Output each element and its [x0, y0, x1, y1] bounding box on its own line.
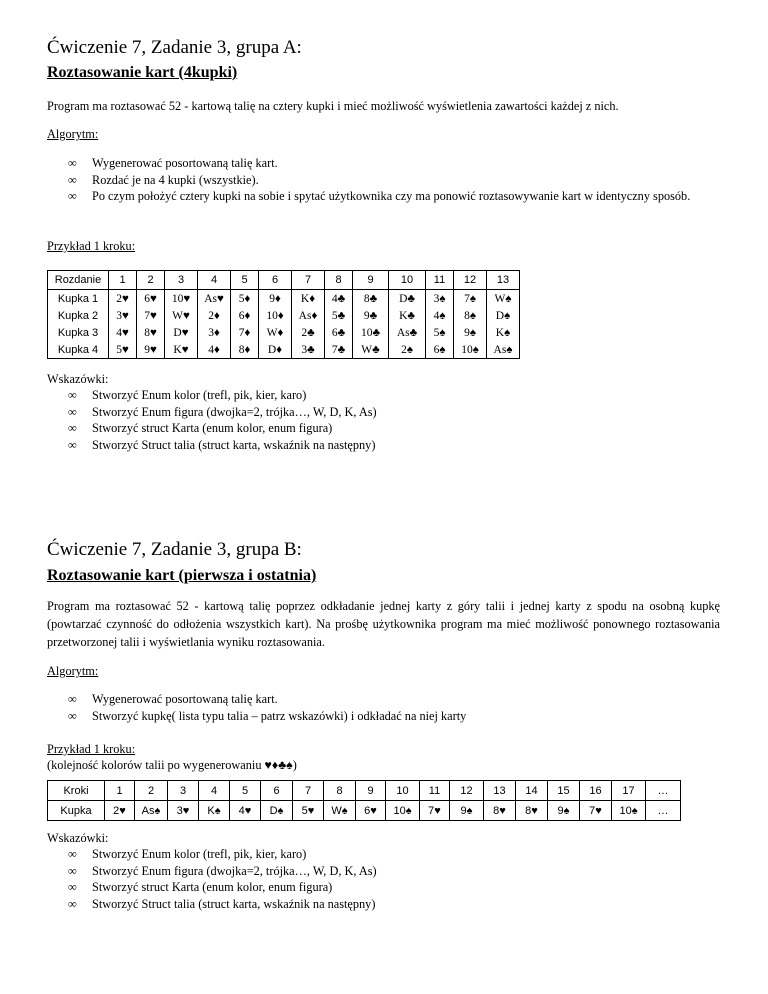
- column-header: 4: [198, 271, 231, 290]
- table-cell: 10♦: [259, 307, 292, 324]
- list-item: ∞ Stworzyć Struct talia (struct karta, wskaźnik na następny): [68, 437, 376, 452]
- list-item: ∞ Wygenerować posortowaną talię kart.: [68, 692, 278, 706]
- column-header: 9: [353, 271, 389, 290]
- row-label: Kupka 4: [48, 341, 109, 359]
- table-cell: 8♦: [231, 341, 259, 359]
- table-cell: 2♦: [198, 307, 231, 324]
- group-a-deal-table: [47, 270, 520, 359]
- column-header: 10: [389, 271, 426, 290]
- table-cell: 13: [484, 781, 516, 801]
- column-header: 8: [325, 271, 353, 290]
- table-cell: 8: [324, 781, 356, 801]
- table-cell: 8♠: [454, 307, 487, 324]
- table-cell: D♠: [487, 307, 520, 324]
- table-cell: W♦: [259, 324, 292, 341]
- table-cell: D♥: [165, 324, 198, 341]
- table-cell: 4♥: [230, 801, 261, 821]
- table-cell: 2♠: [389, 341, 426, 359]
- table-cell: 16: [580, 781, 612, 801]
- table-cell: D♠: [261, 801, 293, 821]
- table-cell: 8♥: [137, 324, 165, 341]
- table-cell: 17: [612, 781, 646, 801]
- table-cell: 10♥: [165, 290, 198, 308]
- table-cell: 3♥: [168, 801, 199, 821]
- table-cell: 9♣: [353, 307, 389, 324]
- table-cell: …: [646, 781, 681, 801]
- table-cell: 2♥: [109, 290, 137, 308]
- group-b-subtitle: Roztasowanie kart (pierwsza i ostatnia): [47, 567, 317, 584]
- table-cell: 5♥: [109, 341, 137, 359]
- table-cell: 7♥: [137, 307, 165, 324]
- table-cell: 5♣: [325, 307, 353, 324]
- list-item: ∞ Stworzyć struct Karta (enum kolor, enum figura): [68, 880, 333, 894]
- column-header: 12: [454, 271, 487, 290]
- table-cell: 5♥: [293, 801, 324, 821]
- table-cell: 2: [135, 781, 168, 801]
- table-cell: 8♣: [353, 290, 389, 308]
- table-cell: 10♠: [386, 801, 420, 821]
- table-row: [48, 307, 520, 324]
- table-cell: W♠: [487, 290, 520, 308]
- table-cell: 4♦: [198, 341, 231, 359]
- table-cell: 3♠: [426, 290, 454, 308]
- table-cell: 7: [293, 781, 324, 801]
- table-cell: 5♠: [426, 324, 454, 341]
- table-cell: 9♥: [137, 341, 165, 359]
- table-cell: D♣: [389, 290, 426, 308]
- table-cell: K♥: [165, 341, 198, 359]
- group-b-hints-list: [68, 846, 720, 912]
- table-cell: 4♣: [325, 290, 353, 308]
- table-cell: 3♥: [109, 307, 137, 324]
- table-cell: 6♦: [231, 307, 259, 324]
- list-item: ∞ Stworzyć Enum figura (dwojka=2, trójka…, W, D, K, As): [68, 404, 377, 419]
- table-cell: 9: [356, 781, 386, 801]
- table-cell: 9♠: [450, 801, 484, 821]
- table-cell: 5♦: [231, 290, 259, 308]
- table-cell: 4♠: [426, 307, 454, 324]
- table-cell: …: [646, 801, 681, 821]
- table-cell: 6♥: [356, 801, 386, 821]
- list-item: ∞ Stworzyć Enum kolor (trefl, pik, kier, karo): [68, 847, 307, 861]
- table-cell: 2♥: [105, 801, 135, 821]
- table-cell: 9♦: [259, 290, 292, 308]
- table-cell: 7♥: [580, 801, 612, 821]
- table-corner: Rozdanie: [48, 271, 109, 290]
- column-header: 1: [109, 271, 137, 290]
- group-a-description: Program ma roztasować 52 - kartową talię na cztery kupki i mieć możliwość wyświetlenia zawartości każdej z nich.: [47, 99, 619, 113]
- column-header: 11: [426, 271, 454, 290]
- table-cell: 15: [548, 781, 580, 801]
- list-item: ∞ Stworzyć Enum kolor (trefl, pik, kier, karo): [68, 388, 307, 402]
- table-cell: 1: [105, 781, 135, 801]
- table-cell: 3: [168, 781, 199, 801]
- table-cell: W♥: [165, 307, 198, 324]
- table-cell: As♠: [135, 801, 168, 821]
- table-cell: 9♠: [548, 801, 580, 821]
- group-a-algorithm-label: Algorytm:: [47, 127, 99, 141]
- table-cell: 2♣: [292, 324, 325, 341]
- list-item: ∞ Stworzyć Struct talia (struct karta, wskaźnik na następny): [68, 896, 376, 911]
- table-row: [48, 801, 681, 821]
- group-a-hints-list: [68, 387, 720, 453]
- group-b-steps-table: [47, 780, 681, 821]
- table-cell: 9♠: [454, 324, 487, 341]
- table-cell: 6♥: [137, 290, 165, 308]
- table-cell: K♣: [389, 307, 426, 324]
- table-cell: 10: [386, 781, 420, 801]
- table-cell: 6♣: [325, 324, 353, 341]
- list-item: ∞ Rozdać je na 4 kupki (wszystkie).: [68, 172, 259, 187]
- table-cell: 7♣: [325, 341, 353, 359]
- table-cell: As♣: [389, 324, 426, 341]
- table-cell: As♥: [198, 290, 231, 308]
- group-a-title: Ćwiczenie 7, Zadanie 3, grupa A:: [47, 37, 302, 58]
- row-label: Kroki: [48, 781, 105, 801]
- list-item: ∞ Stworzyć Enum figura (dwojka=2, trójka…, W, D, K, As): [68, 863, 377, 878]
- table-cell: 11: [420, 781, 450, 801]
- list-item: ∞ Po czym położyć cztery kupki na sobie i spytać użytkownika czy ma ponowić roztasowywanie kart w identyczny sposób.: [68, 189, 691, 203]
- row-label: Kupka 1: [48, 290, 109, 308]
- row-label: Kupka: [48, 801, 105, 821]
- table-cell: As♦: [292, 307, 325, 324]
- table-cell: W♠: [324, 801, 356, 821]
- table-cell: 6♠: [426, 341, 454, 359]
- column-header: 5: [231, 271, 259, 290]
- table-cell: 3♣: [292, 341, 325, 359]
- table-cell: D♦: [259, 341, 292, 359]
- list-item: ∞ Wygenerować posortowaną talię kart.: [68, 156, 278, 170]
- table-cell: 8♥: [516, 801, 548, 821]
- group-a-algorithm-list: [68, 155, 720, 205]
- column-header: 6: [259, 271, 292, 290]
- table-cell: 7♠: [454, 290, 487, 308]
- column-header: 3: [165, 271, 198, 290]
- table-row: [48, 341, 520, 359]
- table-cell: 7♦: [231, 324, 259, 341]
- group-b-title: Ćwiczenie 7, Zadanie 3, grupa B:: [47, 539, 302, 560]
- table-cell: 4: [199, 781, 230, 801]
- table-cell: 12: [450, 781, 484, 801]
- row-label: Kupka 3: [48, 324, 109, 341]
- table-cell: 14: [516, 781, 548, 801]
- table-row: [48, 290, 520, 308]
- group-b-hints-label: Wskazówki:: [47, 831, 109, 845]
- group-a-hints-label: Wskazówki:: [47, 372, 109, 386]
- table-cell: 3♦: [198, 324, 231, 341]
- group-a-example-label: Przykład 1 kroku:: [47, 239, 136, 253]
- table-cell: 10♣: [353, 324, 389, 341]
- group-a-subtitle: Roztasowanie kart (4kupki): [47, 64, 238, 81]
- table-row: [48, 324, 520, 341]
- group-b-example-label: Przykład 1 kroku:: [47, 742, 136, 756]
- group-b-algorithm-label: Algorytm:: [47, 664, 99, 678]
- group-b-description: Program ma roztasować 52 - kartową talię poprzez odkładanie jednej karty z góry talii i jednej karty z spodu na osobną kupkę (powtarzać czynność do odłożenia wszystkich kart). Na prośbę użytkownika program ma mieć możliwość ponownego roztasowania przetworzonej talii i wyświetlania wyniku roztasowania.: [47, 599, 720, 649]
- row-label: Kupka 2: [48, 307, 109, 324]
- column-header: 2: [137, 271, 165, 290]
- table-cell: 10♠: [612, 801, 646, 821]
- table-cell: 4♥: [109, 324, 137, 341]
- group-b-algorithm-list: [68, 691, 720, 724]
- table-cell: 7♥: [420, 801, 450, 821]
- table-cell: K♠: [199, 801, 230, 821]
- group-b-color-order-note: (kolejność kolorów talii po wygenerowaniu ♥♦♣♠): [47, 758, 297, 772]
- table-cell: 5: [230, 781, 261, 801]
- column-header: 7: [292, 271, 325, 290]
- table-cell: K♦: [292, 290, 325, 308]
- table-cell: W♣: [353, 341, 389, 359]
- table-row: [48, 781, 681, 801]
- table-cell: K♠: [487, 324, 520, 341]
- table-cell: As♠: [487, 341, 520, 359]
- table-cell: 6: [261, 781, 293, 801]
- column-header: 13: [487, 271, 520, 290]
- list-item: ∞ Stworzyć struct Karta (enum kolor, enum figura): [68, 421, 333, 435]
- list-item: ∞ Stworzyć kupkę( lista typu talia – patrz wskazówki) i odkładać na niej karty: [68, 708, 467, 723]
- table-cell: 10♠: [454, 341, 487, 359]
- table-cell: 8♥: [484, 801, 516, 821]
